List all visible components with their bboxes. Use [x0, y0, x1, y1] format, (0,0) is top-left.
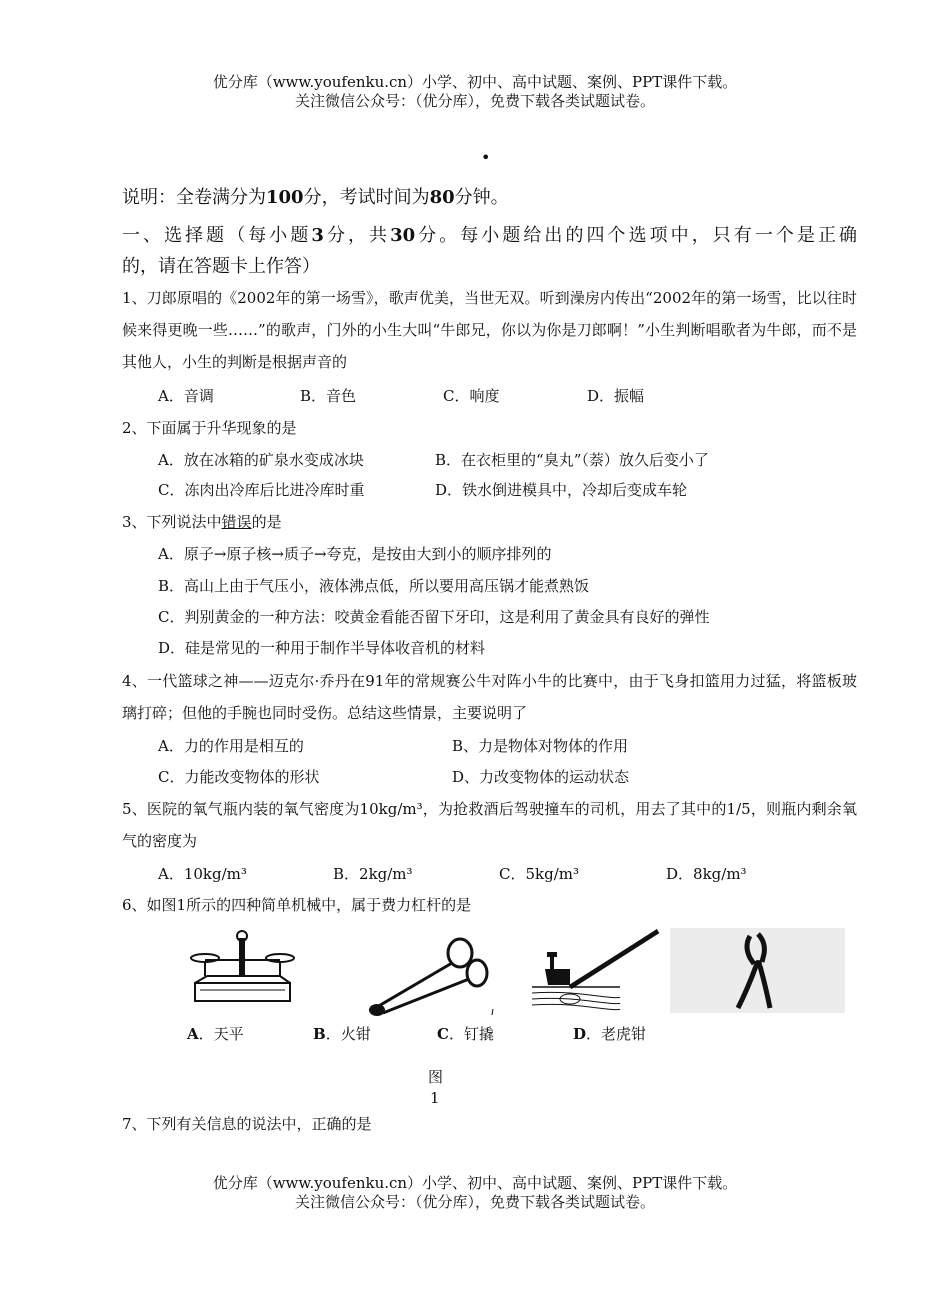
q3-option-c: C．判别黄金的一种方法：咬黄金看能否留下牙印，这是利用了黄金具有良好的弹性	[158, 608, 710, 626]
q5-option-c: C．5kg/m³	[499, 865, 580, 883]
caption-c: C．钉撬	[437, 1025, 494, 1043]
page-footer	[0, 1174, 950, 1212]
balance-scale-image	[185, 928, 305, 1008]
q2-option-d: D．铁水倒进模具中，冷却后变成车轮	[435, 481, 688, 499]
caption-b: B．火钳	[313, 1025, 371, 1043]
q5-option-b: B．2kg/m³	[333, 865, 413, 883]
question-7: 7、下列有关信息的说法中，正确的是	[122, 1115, 372, 1133]
page-header	[0, 73, 950, 111]
question-4: 4、一代篮球之神——迈克尔·乔丹在91年的常规赛公牛对阵小牛的比赛中，由于飞身扣篮用力过猛，将篮板玻璃打碎；但他的手腕也同时受伤。总结这些情景，主要说明了	[122, 672, 857, 722]
question-6: 6、如图1所示的四种简单机械中，属于费力杠杆的是	[122, 896, 472, 914]
q5-option-d: D．8kg/m³	[666, 865, 747, 883]
q3-option-d: D．硅是常见的一种用于制作半导体收音机的材料	[158, 639, 486, 657]
figure-label: 图	[428, 1068, 444, 1086]
header-line-2: 关注微信公众号：（优分库），免费下载各类试题试卷。	[294, 92, 655, 110]
q4-option-d: D、力改变物体的运动状态	[452, 768, 630, 786]
q1-option-d: D．振幅	[587, 387, 645, 405]
q1-option-b: B．音色	[300, 387, 357, 405]
q4-option-a: A．力的作用是相互的	[158, 737, 304, 755]
pliers-image	[670, 928, 845, 1013]
q3-option-b: B．高山上由于气压小，液体沸点低，所以要用高压锅才能煮熟饭	[158, 577, 590, 595]
question-1: 1、刀郎原唱的《2002年的第一场雪》，歌声优美，当世无双。听到澡房内传出“2002年的第一场雪，比以往时候来得更晚一些……”的歌声，门外的小生大叫“牛郎兄，你以为你是刀郎啊！”小生判断唱歌者为牛郎，而不是其他人，小生的判断是根据声音的	[122, 289, 857, 371]
caption-a: A．天平	[187, 1025, 244, 1043]
q4-option-c: C．力能改变物体的形状	[158, 768, 320, 786]
nail-puller-image	[530, 925, 660, 1015]
caption-d: D．老虎钳	[573, 1025, 647, 1043]
question-2: 2、下面属于升华现象的是	[122, 419, 297, 437]
fire-tongs-image	[365, 935, 495, 1020]
underlined-word: 错误	[221, 513, 252, 531]
q2-option-b: B．在衣柜里的“臭丸”（萘）放久后变小了	[435, 451, 709, 469]
section-title: 一、选择题（每小题3分，共30分。每小题给出的四个选项中，只有一个是正确 的，请在答题卡上作答）	[122, 225, 858, 277]
q1-option-c: C．响度	[443, 387, 500, 405]
q5-option-a: A．10kg/m³	[158, 865, 247, 883]
figure-number: 1	[430, 1089, 440, 1107]
exam-note: 说明：全卷满分为100分，考试时间为80分钟。	[122, 187, 509, 208]
footer-line-2: 关注微信公众号：（优分库），免费下载各类试题试卷。	[294, 1193, 655, 1211]
q3-option-a: A．原子→原子核→质子→夸克，是按由大到小的顺序排列的	[158, 545, 552, 563]
q2-option-c: C．冻肉出冷库后比进冷库时重	[158, 481, 365, 499]
q2-option-a: A．放在冰箱的矿泉水变成冰块	[158, 451, 364, 469]
question-5: 5、医院的氧气瓶内装的氧气密度为10kg/m³，为抢救酒后驾驶撞车的司机，用去了其中的1/5，则瓶内剩余氧气的密度为	[122, 800, 857, 850]
q4-option-b: B、力是物体对物体的作用	[452, 737, 629, 755]
header-line-1: 优分库（www.youfenku.cn）小学、初中、高中试题、案例、PPT课件下载。	[212, 73, 738, 91]
q1-option-a: A．音调	[158, 387, 214, 405]
center-dot: •	[481, 148, 491, 167]
footer-line-1: 优分库（www.youfenku.cn）小学、初中、高中试题、案例、PPT课件下载。	[212, 1174, 738, 1192]
question-3: 3、下列说法中错误的是	[122, 513, 282, 531]
